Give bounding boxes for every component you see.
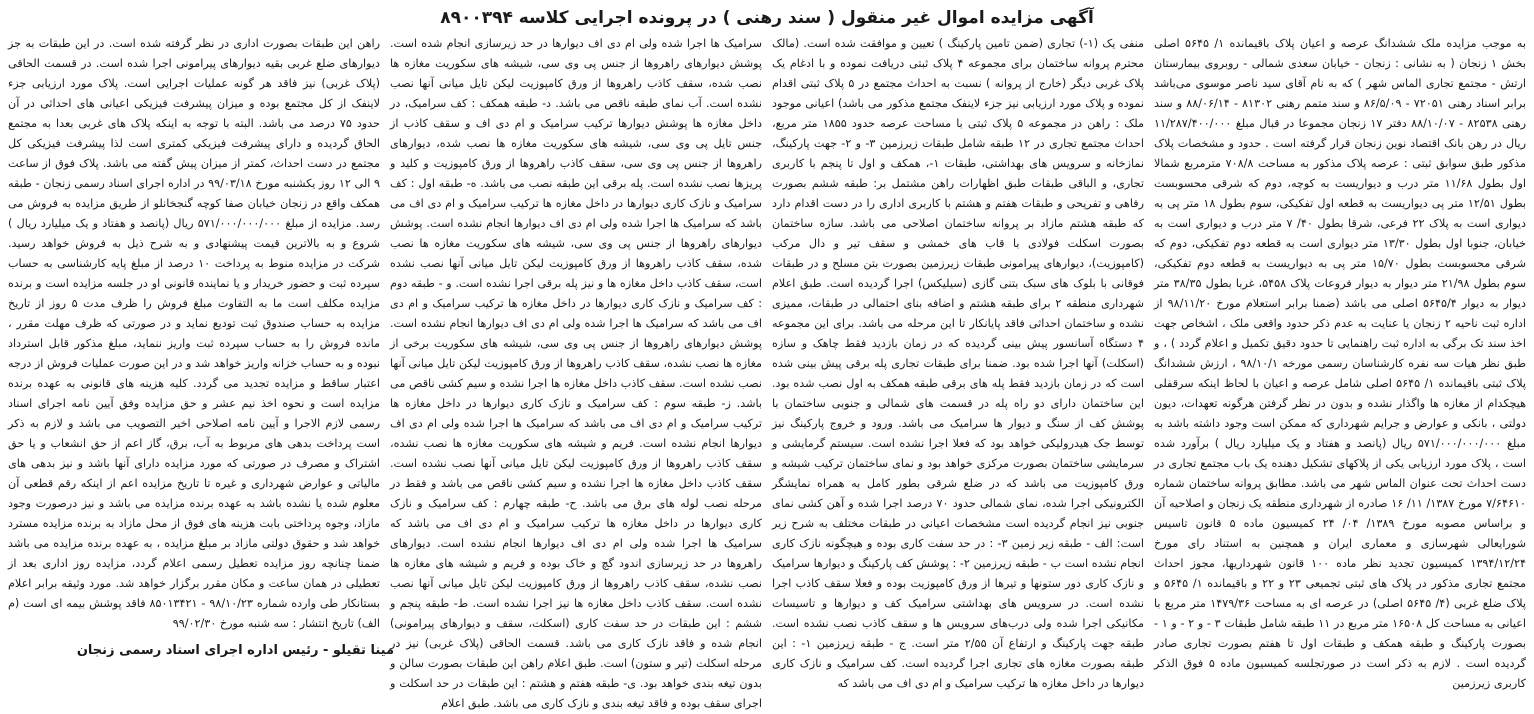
notice-column-1 [1154,34,1527,690]
auction-notice-page [4,4,1530,710]
notice-column-3 [390,34,762,710]
column-3-text: سرامیک ها اجرا شده ولی ام دی اف دیوارها در حد زیرسازی انجام شده است. پوشش دیوارهای راهروها از جنس پی وی سی، شیشه های سکوریت مغازه ها نصب شده، سقف کاذب راهروها از ورق کامپوزیت لیکن تایل میانی آنها نصب نشده است. آب نمای طبقه ناقص می باشد. د- طبقه همکف : کف سرامیک، در داخل مغازه ها پوشش دیوارها ترکیب سرامیک و ام دی اف و سقف کاذب از جنس تایل پی وی سی، شیشه های سکوریت مغازه ها نصب شده، دیوارهای راهروها از جنس پی وی سی، سقف کاذب راهروها از ورق کامپوزیت و کلید و پریزها نصب نشده است. پله برقی این طبقه نصب می باشد. ه- طبقه اول : کف سرامیک و نازک کاری دیوارها در داخل مغازه ها ترکیب سرامیک و ام دی اف می باشد که سرامیک ها اجرا شده ولی ام دی اف دیوارها انجام نشده است. پوشش دیوارهای راهروها از جنس پی وی سی، شیشه های سکوریت مغازه ها نصب شده، سقف کاذب راهروها از ورق کامپوزیت لیکن تایل میانی آنها نصب نشده است، سقف کاذب داخل مغازه ها و نیز پله برقی اجرا نشده است. و - طبقه دوم : کف سرامیک و نازک کاری دیوارها در داخل مغازه ها ترکیب سرامیک و ام دی اف می باشد که سرامیک ها اجرا شده ولی ام دی اف دیوارها انجام نشده است. پوشش دیوارهای راهروها از جنس پی وی سی، شیشه های سکوریت برخی از مغازه ها نصب نشده، سقف کاذب راهروها از ورق کامپوزیت لیکن تایل میانی آنها نصب نشده است. سقف کاذب داخل مغازه ها اجرا نشده و سیم کشی ناقص می باشد. ز- طبقه سوم : کف سرامیک و نازک کاری دیوارها در داخل مغازه ها ترکیب سرامیک و ام دی اف می باشد که سرامیک ها اجرا شده ولی ام دی اف دیوارها انجام نشده است. فریم و شیشه های سکوریت مغازه ها نصب نشده، سقف کاذب راهروها از ورق کامپوزیت لیکن تایل میانی آنها نصب نشده است. سقف کاذب داخل مغازه ها اجرا نشده و سیم کشی ناقص می باشد و فقط در مرحله نصب لوله های برق می باشد. ح- طبقه چهارم : کف سرامیک و نازک کاری دیوارها در داخل مغازه ها ترکیب سرامیک و ام دی اف می باشد که سرامیک ها اجرا شده ولی ام دی اف دیوارها انجام نشده است. دیوارهای راهروها در حد زیرسازی اندود گچ و خاک بوده و فریم و شیشه های مغازه ها نصب نشده، سقف کاذب راهروها از ورق کامپوزیت لیکن تایل میانی آنها نصب نشده است. سقف کاذب داخل مغازه ها نیز اجرا نشده است. ط- طبقه پنجم و ششم : این طبقات در حد سفت کاری (اسکلت، سقف و دیوارهای پیرامونی) انجام شده و فاقد نازک کاری می باشد. قسمت الحاقی (پلاک غربی) نیز در مرحله اسکلت (تیر و ستون) است. طبق اعلام راهن این طبقات بصورت سالن و بدون تیغه بندی خواهد بود. ی- طبقه هفتم و هشتم : این طبقات در حد اسکلت و اجرای سقف بوده و فاقد تیغه بندی و نازک کاری می باشد. طبق اعلام [390,37,762,710]
notice-footer [14,642,394,660]
column-4-text: راهن این طبقات بصورت اداری در نظر گرفته شده است. در این طبقات به جز دیوارهای ضلع غربی بقیه دیوارهای پیرامونی اجرا شده است. در قسمت الحاقی (پلاک غربی) نیز فاقد هر گونه عملیات اجرایی است. پلاک مورد ارزیابی جزء لاینفک از کل مجتمع بوده و میزان پیشرفت فیزیکی اعیانی های احداثی در آن حدود ۷۵ درصد می باشد. البته با توجه به اینکه پلاک های غربی بعدا به مجتمع الحاق گردیده و دارای پیشرفت فیزیکی کمتری است لذا پیشرفت فیزیکی کل مجتمع در دست احداث، کمتر از میزان پیش گفته می باشد. پلاک فوق از ساعت ۹ الی ۱۲ روز یکشنبه مورخ ۹۹/۰۳/۱۸ در اداره اجرای اسناد رسمی زنجان - طبقه همکف واقع در زنجان خیابان صفا کوچه گنجخانلو از طریق مزایده به فروش می رسد. مزایده از مبلغ ۵۷۱/۰۰۰/۰۰۰/۰۰۰ ریال (پانصد و هفتاد و یک میلیارد ریال ) شروع و به بالاترین قیمت پیشنهادی و به شرح ذیل به فروش خواهد رسید. شرکت در مزایده منوط به پرداخت ۱۰ درصد از مبلغ پایه کارشناسی به حساب سپرده ثبت و حضور خریدار و یا نماینده قانونی او در جلسه مزایده است و برنده مزایده مکلف است ما به التفاوت مبلغ فروش را ظرف مدت ۵ روز از تاریخ مزایده به حساب صندوق ثبت تودیع نماید و در صورتی که ظرف مهلت مقرر ، مانده فروش را به حساب سپرده ثبت واریز ننماید، مبلغ مذکور قابل استرداد نبوده و به حساب خزانه واریز خواهد شد و در این صورت عملیات فروش از درجه اعتبار ساقط و مزایده تجدید می گردد. کلیه هزینه های قانونی به عهده برنده مزایده است و نحوه اخذ نیم عشر و حق مزایده وفق آیین نامه اجرای اسناد رسمی لازم الاجرا و آیین نامه اصلاحی اخیر التصویب می باشد و لازم به ذکر است پرداخت بدهی های مربوط به آب، برق، گاز اعم از حق انشعاب و یا حق اشتراک و مصرف در صورتی که مورد مزایده دارای آنها باشد و نیز بدهی های مالیاتی و عوارض شهرداری و غیره تا تاریخ مزایده اعم از اینکه رقم قطعی آن معلوم شده یا نشده باشد به عهده برنده مزایده می باشد و نیز درصورت وجود مازاد، وجوه پرداختی بابت هزینه های فوق از محل مازاد به برنده مزایده مسترد خواهد شد و حقوق دولتی مازاد بر مبلغ مزایده ، به عهده برنده مزایده می باشد ضمنا چنانچه روز مزایده تعطیل رسمی اعلام گردد، مزایده روز اداری بعد از تعطیلی در همان ساعت و مکان مقرر برگزار خواهد شد. مورد وثیقه برابر اعلام بستانکار طی وارده شماره ۹۸/۱۰/۲۳ - ۸۵۰۱۳۴۲۱ فاقد پوشش بیمه ای است (م الف) تاریخ انتشار : سه شنبه مورخ ۹۹/۰۲/۳۰ [8,37,380,630]
column-1-text: به موجب مزایده ملک ششدانگ عرصه و اعیان پلاک باقیمانده ۱/ ۵۶۴۵ اصلی بخش ۱ زنجان ( به نشانی : زنجان - خیابان سعدی شمالی - روبروی بیمارستان ارتش - مجتمع تجاری الماس شهر ) که به نام آقای سید ناصر موسوی می‌باشد برابر اسناد رهنی ۷۲۰۵۱ - ۸۶/۵/۰۹ و سند متمم رهنی ۸۱۳۰۲ - ۸۸/۰۶/۱۴ و سند رهنی ۸۲۵۳۸ - ۸۸/۱۰/۰۷ دفتر ۱۷ زنجان مجموعا در قبال مبلغ ۱۱/۲۸۷/۴۰۰/۰۰۰ ریال در رهن بانک اقتصاد نوین زنجان قرار گرفته است . حدود و مشخصات پلاک مذکور طبق سوابق ثبتی : عرصه پلاک مذکور به مساحت ۷۰۸/۸ مترمربع شمالا اول بطول ۱۱/۶۸ متر درب و دیواریست به کوچه، دوم که شرقی محسوبست بطول ۱۲/۵۱ متر پی دیواریست به قطعه اول تفکیکی، سوم بطول ۱۸ متر پی به دیواری است به پلاک ۲۲ فرعی، شرقا بطول ۴۰/ ۷ متر درب و دیواری است به خیابان، جنوبا اول بطول ۱۳/۳۰ متر دیواری است به قطعه دوم تفکیکی، دوم که شرقی محسوبست بطول ۱۵/۷۰ متر پی به دیواریست به قطعه دوم تفکیکی، سوم بطول ۲۱/۹۸ متر دیوار به دیوار فروعات پلاک ۵۴۵۸، غربا بطول ۳۸/۳۵ متر دیوار به دیوار ۵۶۴۵/۴ اصلی می باشد (ضمنا برابر استعلام مورخ ۹۸/۱۱/۲۰ از اداره ثبت ناحیه ۲ زنجان یا عنایت به عدم ذکر حدود واقعی ملک ، اشخاص جهت اخذ سند تک برگی به اداره ثبت راهنمایی تا حدود دقیق تکمیل و اعلام گردد ) ، و طبق نظر هیات سه نفره کارشناسان رسمی مورخه ۹۸/۱۰/۱ ، ارزش ششدانگ پلاک ثبتی باقیمانده ۱/ ۵۶۴۵ اصلی شامل عرصه و اعیان با لحاظ اینکه سرقفلی هیچکدام از مغازه ها واگذار نشده و بدون در نظر گرفتن هرگونه تعهدات، دیون دولتی ، بانکی و عوارض و جرایم شهرداری که ممکن است وجود داشته باشد به مبلغ ۵۷۱/۰۰۰/۰۰۰/۰۰۰ ریال (پانصد و هفتاد و یک میلیارد ریال ) برآورد شده است ، پلاک مورد ارزیابی یکی از پلاکهای تشکیل دهنده یک باب مجتمع تجاری در دست احداث تحت عنوان الماس شهر می باشد. مطابق پروانه ساختمان شماره ۷/۶۴۶۱۰ مورخ ۱۳۸۷/ ۱۱/ ۱۶ صادره از شهرداری منطقه یک زنجان و اصلاحیه آن و براساس مصوبه مورخ ۱۳۸۹/ ۰۴/ ۲۴ کمیسیون ماده ۵ قانون تاسیس شورایعالی شهرسازی و معماری ایران و همچنین به استناد رای مورخ ۱۳۹۴/۱۲/۲۴ کمیسیون تجدید نظر ماده ۱۰۰ قانون شهرداریها، مجوز احداث مجتمع تجاری مذکور در پلاک های ثبتی تجمیعی ۲۳ و ۲۲ و باقیمانده ۱/ ۵۶۴۵ و پلاک ضلع غربی (۴/ ۵۶۴۵ اصلی) در عرصه ای به مساحت ۱۴۷۹/۳۶ متر مربع با اعیانی به مساحت کل ۱۶۵۰۸ متر مربع در ۱۱ طبقه شامل طبقات ۳ - و ۲ - و ۱ - بصورت پارکینگ و طبقه همکف و طبقات اول تا هفتم بصورت تجاری صادر گردیده است . لازم به ذکر است در صورتجلسه کمیسیون ماده ۵ فوق الذکر کاربری زیرزمین [1154,37,1527,690]
column-2-text: منفی یک (۱-) تجاری (ضمن تامین پارکینگ ) تعیین و موافقت شده است. (مالک محترم پروانه ساختمان برای مجموعه ۴ پلاک ثبتی دریافت نموده و با ادغام یک پلاک غربی دیگر (خارج از پروانه ) نسبت به احداث مجتمع در ۵ پلاک ثبتی اقدام نموده و پلاک مورد ارزیابی نیز جزء لاینفک مجتمع مذکور می باشد) اعیانی موجود ملک : راهن در مجموعه ۵ پلاک ثبتی با مساحت عرصه حدود ۱۸۵۵ متر مربع، احداث مجتمع تجاری در ۱۲ طبقه شامل طبقات زیرزمین ۳- و ۲- جهت پارکینگ، نمازخانه و سرویس های بهداشتی، طبقات ۱-، همکف و اول تا پنجم با کاربری تجاری، و الباقی طبقات طبق اظهارات راهن مشتمل بر: طبقه ششم بصورت رفاهی و تفریحی و طبقات هفتم و هشتم با کاربری اداری را در دست اقدام دارد که طبقه هشتم مازاد بر پروانه ساختمان اصلاحی می باشد. سازه ساختمان بصورت اسکلت فولادی با قاب های خمشی و سقف تیر و دال مرکب (کامپوزیت)، دیوارهای پیرامونی طبقات زیرزمین بصورت بتن مسلح و در طبقات فوقانی با بلوک های سبک بتنی گازی (سیلیکس) اجرا گردیده است. طبق اعلام شهرداری منطقه ۲ برای طبقه هشتم و اضافه بنای احتمالی در طبقات، ممیزی نشده و ساختمان احداثی فاقد پایانکار تا این مرحله می باشد. برای این مجموعه ۴ دستگاه آسانسور پیش بینی گردیده که در زمان بازدید فقط چاهک و سازه (اسکلت) آنها اجرا شده بود. ضمنا برای طبقات تجاری پله برقی پیش بینی شده است که در زمان بازدید فقط پله های برقی طبقه همکف به اول نصب شده بود. این ساختمان دارای دو راه پله در قسمت های شمالی و جنوبی ساختمان با پوشش کف از سنگ و دیوار ها سرامیک می باشد. ورود و خروج پارکینگ نیز توسط جک هیدرولیکی خواهد بود که فعلا اجرا نشده است. سیستم گرمایشی و سرمایشی ساختمان بصورت مرکزی خواهد بود و نمای ساختمان ترکیب شیشه و ورق کامپوزیت می باشد که در ضلع شرقی بطور کامل به همراه نمایشگر الکترونیکی اجرا شده، نمای شمالی حدود ۷۰ درصد اجرا شده و آهن کشی نمای جنوبی نیز انجام گردیده است مشخصات اعیانی در طبقات مختلف به شرح زیر است: الف - طبقه زیر زمین ۳- : در حد سفت کاری بوده و هیچگونه نازک کاری انجام نشده است ب - طبقه زیرزمین ۲- : پوشش کف پارکینگ و دیوارها سرامیک و نازک کاری دور ستونها و تیرها از ورق کامپوزیت بوده و فعلا سقف کاذب اجرا نشده است. در سرویس های بهداشتی سرامیک کف و دیوارها و تاسیسات مکانیکی اجرا شده ولی درب‌های سرویس ها و سقف کاذب نصب نشده است. طبقه جهت پارکینگ و ارتفاع آن ۲/۵۵ متر است. ج - طبقه زیرزمین ۱- : این طبقه بصورت مغازه های تجاری اجرا گردیده است. کف سرامیک و نازک کاری دیوارها در داخل مغازه ها ترکیب سرامیک و ام دی اف می باشد که [772,37,1145,690]
signature-line: مینا تقیلو - رئیس اداره اجرای اسناد رسمی زنجان [76,643,394,658]
notice-title: آگهی مزایده اموال غیر منقول ( سند رهنی ) در پرونده اجرایی کلاسه ۸۹۰۰۳۹۴ [440,8,1094,28]
notice-column-4 [8,34,380,630]
notice-column-2 [772,34,1145,690]
